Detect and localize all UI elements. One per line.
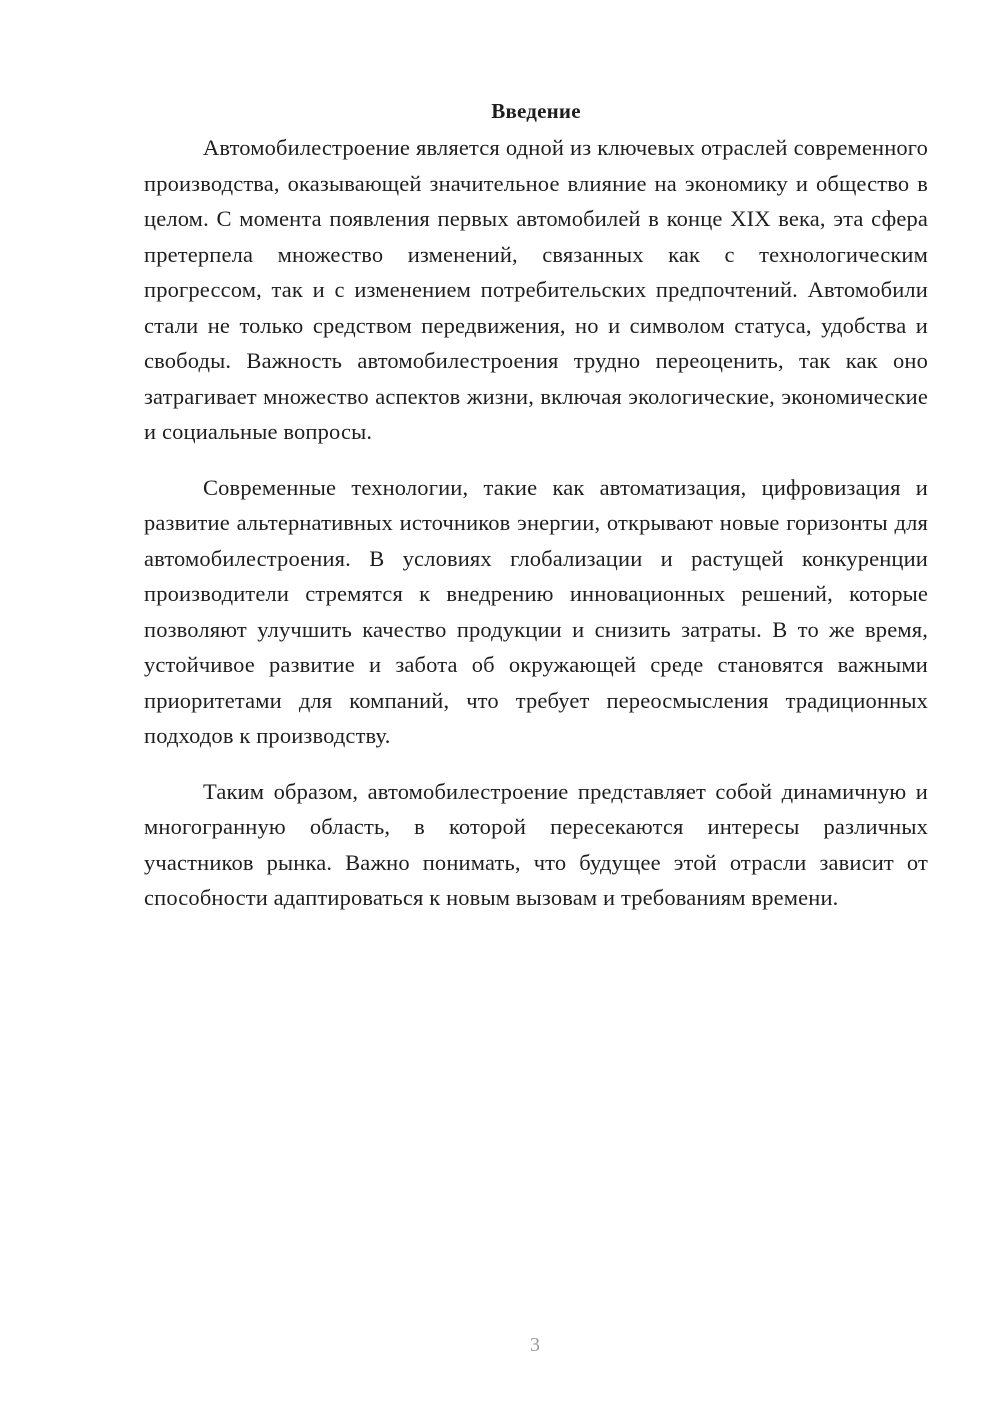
page-number: 3 — [530, 1334, 540, 1356]
paragraph-1: Автомобилестроение является одной из ключевых отраслей современного производства, оказывающей значительное влияние на экономику и общество в целом. С момента появления первых автомобилей в конце XIX века, эта сфера претерпела множество изменений, связанных как с технологическим прогрессом, так и с изменением потребительских предпочтений. Автомобили стали не только средством передвижения, но и символом статуса, удобства и свободы. Важность автомобилестроения трудно переоценить, так как оно затрагивает множество аспектов жизни, включая экологические, экономические и социальные вопросы. — [144, 135, 928, 444]
section-heading: Введение — [491, 99, 581, 123]
paragraph-3: Таким образом, автомобилестроение представляет собой динамичную и многогранную область, в которой пересекаются интересы различных участников рынка. Важно понимать, что будущее этой отрасли зависит от способности адаптироваться к новым вызовам и требованиям времени. — [144, 778, 928, 910]
document-page — [144, 96, 928, 936]
paragraph-2: Современные технологии, такие как автоматизация, цифровизация и развитие альтернативных источников энергии, открывают новые горизонты для автомобилестроения. В условиях глобализации и растущей конкуренции производители стремятся к внедрению инновационных решений, которые позволяют улучшить качество продукции и снизить затраты. В то же время, устойчивое развитие и забота об окружающей среде становятся важными приоритетами для компаний, что требует переосмысления традиционных подходов к производству. — [144, 474, 928, 748]
